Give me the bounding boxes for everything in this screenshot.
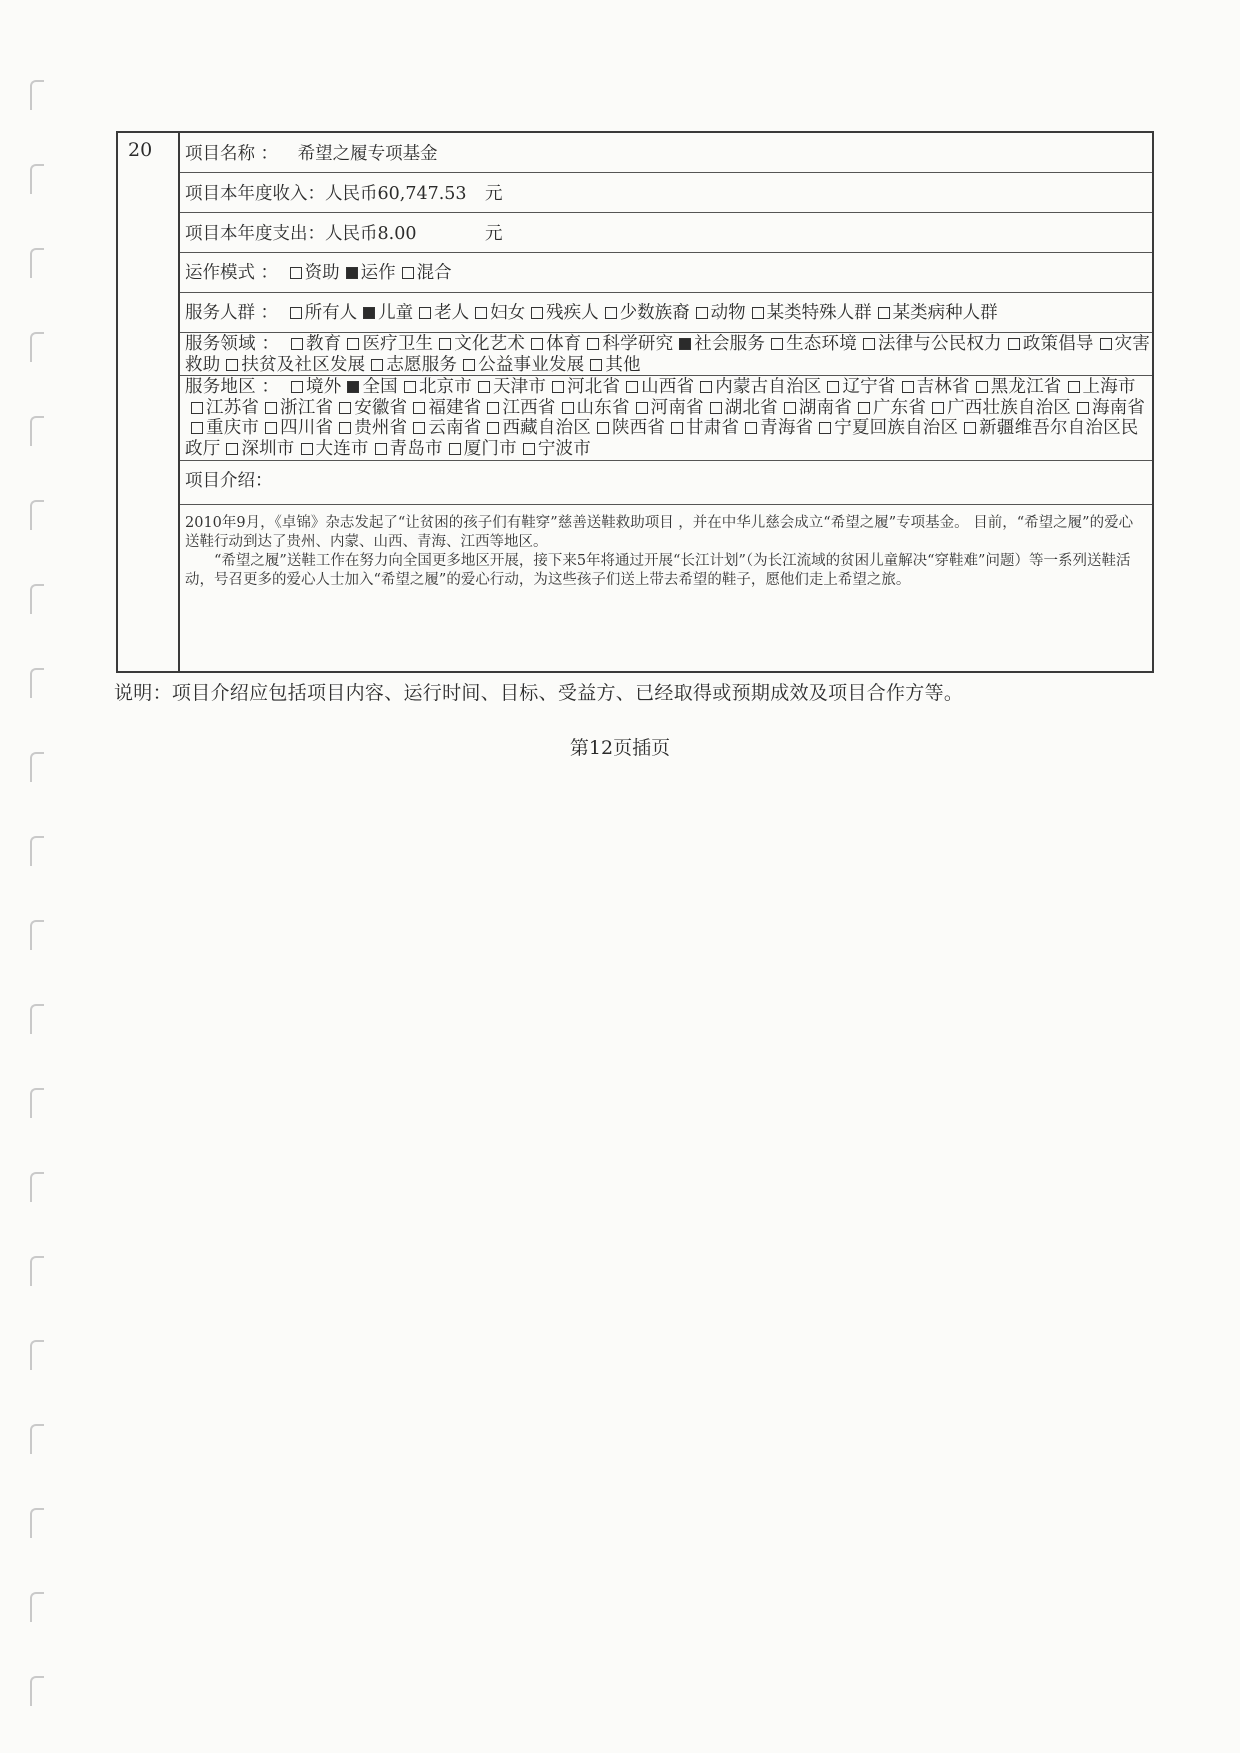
service-region-row	[180, 376, 1152, 461]
unchecked-box-icon[interactable]	[626, 381, 638, 393]
service-field-label: 服务领域 ：	[185, 334, 280, 354]
option-label: 政策倡导	[1022, 334, 1094, 354]
unchecked-box-icon[interactable]	[523, 443, 535, 455]
binding-hole-mark	[30, 1676, 44, 1706]
unchecked-box-icon[interactable]	[671, 422, 683, 434]
unchecked-box-icon[interactable]	[752, 307, 764, 319]
option-label: 重庆市	[206, 418, 260, 438]
unchecked-box-icon[interactable]	[463, 359, 475, 371]
unchecked-box-icon[interactable]	[226, 443, 238, 455]
option-label: 某类病种人群	[892, 303, 998, 323]
unchecked-box-icon[interactable]	[562, 402, 574, 414]
option-label: 其他	[605, 355, 641, 375]
binding-hole-mark	[30, 1508, 44, 1538]
option-label: 生态环境	[786, 334, 857, 354]
option-label: 河南省	[650, 397, 704, 418]
option-label: 上海市	[1082, 377, 1136, 397]
option-label: 教育	[306, 334, 342, 354]
option-label: 湖北省	[724, 397, 778, 418]
page-number: 第12页插页	[569, 737, 671, 759]
unchecked-box-icon[interactable]	[413, 422, 425, 434]
binding-hole-marks	[30, 0, 50, 1753]
unchecked-box-icon[interactable]	[902, 381, 914, 393]
project-name-label: 项目名称 ：	[185, 144, 279, 164]
unchecked-box-icon[interactable]	[478, 381, 490, 393]
unchecked-box-icon[interactable]	[587, 338, 599, 350]
option-label: 江西省	[502, 397, 556, 418]
unchecked-box-icon[interactable]	[771, 338, 783, 350]
unchecked-box-icon[interactable]	[291, 381, 303, 393]
option-label: 新疆维吾尔自治区民政厅	[185, 418, 1139, 459]
option-label: 境外	[306, 377, 342, 397]
unchecked-box-icon[interactable]	[419, 307, 431, 319]
expense-label: 项目本年度支出：	[185, 224, 325, 244]
binding-hole-mark	[30, 248, 44, 278]
option-label: 西藏自治区	[502, 418, 591, 438]
option-label: 浙江省	[280, 397, 334, 418]
unchecked-box-icon[interactable]	[371, 359, 383, 371]
option-label: 福建省	[428, 397, 482, 418]
index-column	[118, 133, 180, 671]
expense-row	[180, 213, 1152, 253]
unchecked-box-icon[interactable]	[226, 359, 238, 371]
binding-hole-mark	[30, 584, 44, 614]
option-label: 安徽省	[354, 397, 408, 418]
unchecked-box-icon[interactable]	[1008, 338, 1020, 350]
option-label: 所有人	[304, 303, 358, 323]
unchecked-box-icon[interactable]	[265, 402, 277, 414]
option-label: 吉林省	[916, 377, 970, 397]
option-label: 残疾人	[546, 303, 599, 323]
service-population-row	[180, 293, 1152, 333]
option-label: 山西省	[641, 377, 695, 397]
checked-box-icon[interactable]	[679, 338, 691, 350]
binding-hole-mark	[30, 1592, 44, 1622]
service-population-label: 服务人群 ：	[185, 303, 279, 323]
option-label: 老人	[434, 303, 470, 323]
unchecked-box-icon[interactable]	[487, 422, 499, 434]
binding-hole-mark	[30, 668, 44, 698]
unchecked-box-icon[interactable]	[700, 381, 712, 393]
option-label: 大连市	[315, 438, 369, 459]
checked-box-icon[interactable]	[363, 307, 375, 319]
service-field-options	[185, 334, 1150, 375]
project-intro-body	[185, 514, 1142, 590]
binding-hole-mark	[30, 1340, 44, 1370]
option-label: 湖南省	[798, 397, 852, 418]
unchecked-box-icon[interactable]	[827, 381, 839, 393]
operation-mode-row	[180, 253, 1152, 293]
unchecked-box-icon[interactable]	[878, 307, 890, 319]
option-label: 天津市	[492, 377, 547, 397]
option-label: 广东省	[872, 397, 927, 418]
checked-box-icon[interactable]	[347, 381, 359, 393]
option-label: 混合	[416, 263, 452, 283]
unchecked-box-icon[interactable]	[347, 338, 359, 350]
unchecked-box-icon[interactable]	[552, 381, 564, 393]
option-label: 黑龙江省	[990, 377, 1062, 397]
option-label: 青海省	[760, 418, 814, 438]
unchecked-box-icon[interactable]	[402, 267, 414, 279]
binding-hole-mark	[30, 1004, 44, 1034]
project-table	[116, 131, 1154, 673]
binding-hole-mark	[30, 1172, 44, 1202]
unchecked-box-icon[interactable]	[819, 422, 831, 434]
service-population-options	[284, 303, 998, 323]
unchecked-box-icon[interactable]	[710, 402, 722, 414]
project-intro-row	[180, 461, 1152, 505]
form-note: 说明：项目介绍应包括项目内容、运行时间、目标、受益方、已经取得或预期成效及项目合作方等。	[114, 682, 964, 704]
operation-mode-options	[284, 263, 452, 283]
option-label: 公益事业发展	[478, 355, 585, 375]
unchecked-box-icon[interactable]	[191, 402, 203, 414]
option-label: 内蒙古自治区	[715, 377, 822, 397]
unchecked-box-icon[interactable]	[1068, 381, 1080, 393]
option-label: 山东省	[576, 397, 630, 418]
option-label: 深圳市	[241, 438, 295, 459]
service-region-label: 服务地区 ：	[185, 377, 280, 397]
service-region-options	[185, 377, 1145, 459]
option-label: 扶贫及社区发展	[241, 355, 366, 375]
binding-hole-mark	[30, 920, 44, 950]
unchecked-box-icon[interactable]	[1077, 402, 1089, 414]
project-name-value: 希望之履专项基金	[297, 144, 438, 164]
option-label: 广西壮族自治区	[947, 397, 1071, 418]
expense-unit: 元	[485, 224, 503, 244]
unchecked-box-icon[interactable]	[605, 307, 617, 319]
income-value: 人民币60,747.53	[325, 184, 467, 204]
option-label: 海南省	[1092, 397, 1146, 418]
unchecked-box-icon[interactable]	[291, 338, 303, 350]
expense-value: 人民币8.00	[325, 224, 417, 244]
binding-hole-mark	[30, 80, 44, 110]
unchecked-box-icon[interactable]	[339, 422, 351, 434]
option-label: 厦门市	[463, 438, 517, 459]
option-label: 志愿服务	[386, 355, 458, 375]
unchecked-box-icon[interactable]	[863, 338, 875, 350]
option-label: 少数族裔	[619, 303, 690, 323]
unchecked-box-icon[interactable]	[976, 381, 988, 393]
unchecked-box-icon[interactable]	[487, 402, 499, 414]
option-label: 河北省	[567, 377, 621, 397]
option-label: 宁夏回族自治区	[834, 418, 959, 438]
unchecked-box-icon[interactable]	[375, 443, 387, 455]
unchecked-box-icon[interactable]	[636, 402, 648, 414]
option-label: 科学研究	[602, 334, 674, 354]
unchecked-box-icon[interactable]	[531, 307, 543, 319]
checked-box-icon[interactable]	[346, 267, 358, 279]
row-number: 20	[128, 139, 153, 161]
unchecked-box-icon[interactable]	[475, 307, 487, 319]
unchecked-box-icon[interactable]	[964, 422, 976, 434]
binding-hole-mark	[30, 1256, 44, 1286]
option-label: 宁波市	[537, 438, 591, 459]
binding-hole-mark	[30, 332, 44, 362]
option-label: 贵州省	[354, 418, 408, 438]
binding-hole-mark	[30, 1088, 44, 1118]
unchecked-box-icon[interactable]	[439, 338, 451, 350]
option-label: 四川省	[280, 418, 334, 438]
unchecked-box-icon[interactable]	[932, 402, 944, 414]
unchecked-box-icon[interactable]	[597, 422, 609, 434]
unchecked-box-icon[interactable]	[191, 422, 203, 434]
unchecked-box-icon[interactable]	[404, 381, 416, 393]
binding-hole-mark	[30, 500, 44, 530]
option-label: 辽宁省	[842, 377, 896, 397]
option-label: 云南省	[428, 418, 482, 438]
unchecked-box-icon[interactable]	[301, 443, 313, 455]
unchecked-box-icon[interactable]	[858, 402, 870, 414]
option-label: 全国	[362, 377, 398, 397]
binding-hole-mark	[30, 1424, 44, 1454]
unchecked-box-icon[interactable]	[290, 267, 302, 279]
option-label: 青岛市	[389, 438, 443, 459]
project-intro-label: 项目介绍：	[185, 471, 273, 491]
option-label: 动物	[710, 303, 746, 323]
option-label: 资助	[304, 263, 340, 283]
intro-paragraph: “希望之履”送鞋工作在努力向全国更多地区开展，接下来5年将通过开展“长江计划”（为长江流域的贫困儿童解决“穿鞋难”问题）等一系列送鞋活动，号召更多的爱心人士加入“希望之履”的爱心行动，为这些孩子们送上带去希望的鞋子，愿他们走上希望之旅。	[185, 553, 1131, 588]
binding-hole-mark	[30, 416, 44, 446]
unchecked-box-icon[interactable]	[290, 307, 302, 319]
option-label: 体育	[546, 334, 582, 354]
unchecked-box-icon[interactable]	[696, 307, 708, 319]
option-label: 某类特殊人群	[766, 303, 872, 323]
unchecked-box-icon[interactable]	[784, 402, 796, 414]
content-column	[180, 133, 1152, 671]
income-unit: 元	[485, 184, 503, 204]
binding-hole-mark	[30, 836, 44, 866]
option-label: 法律与公民权力	[877, 334, 1002, 354]
option-label: 陕西省	[611, 418, 666, 438]
unchecked-box-icon[interactable]	[1100, 338, 1112, 350]
project-name-row	[180, 133, 1152, 173]
option-label: 妇女	[490, 303, 526, 323]
option-label: 灾害救助	[185, 334, 1151, 375]
option-label: 江苏省	[206, 397, 260, 418]
option-label: 运作	[360, 263, 396, 283]
unchecked-box-icon[interactable]	[531, 338, 543, 350]
option-label: 文化艺术	[454, 334, 526, 354]
income-label: 项目本年度收入：	[185, 184, 325, 204]
service-field-row	[180, 333, 1152, 376]
unchecked-box-icon[interactable]	[413, 402, 425, 414]
unchecked-box-icon[interactable]	[590, 359, 602, 371]
binding-hole-mark	[30, 164, 44, 194]
unchecked-box-icon[interactable]	[265, 422, 277, 434]
unchecked-box-icon[interactable]	[449, 443, 461, 455]
option-label: 甘肃省	[686, 418, 740, 438]
option-label: 儿童	[378, 303, 414, 323]
option-label: 医疗卫生	[362, 334, 434, 354]
operation-mode-label: 运作模式 ：	[185, 263, 279, 283]
option-label: 社会服务	[694, 334, 766, 354]
intro-paragraph: 2010年9月，《卓锦》杂志发起了“让贫困的孩子们有鞋穿”慈善送鞋救助项目 ，并在中华儿慈会成立“希望之履”专项基金。 目前，“希望之履”的爱心送鞋行动到达了贵州、内蒙、山西、青海、江西等地区。	[185, 515, 1134, 550]
unchecked-box-icon[interactable]	[339, 402, 351, 414]
unchecked-box-icon[interactable]	[745, 422, 757, 434]
option-label: 北京市	[418, 377, 472, 397]
income-row	[180, 173, 1152, 213]
